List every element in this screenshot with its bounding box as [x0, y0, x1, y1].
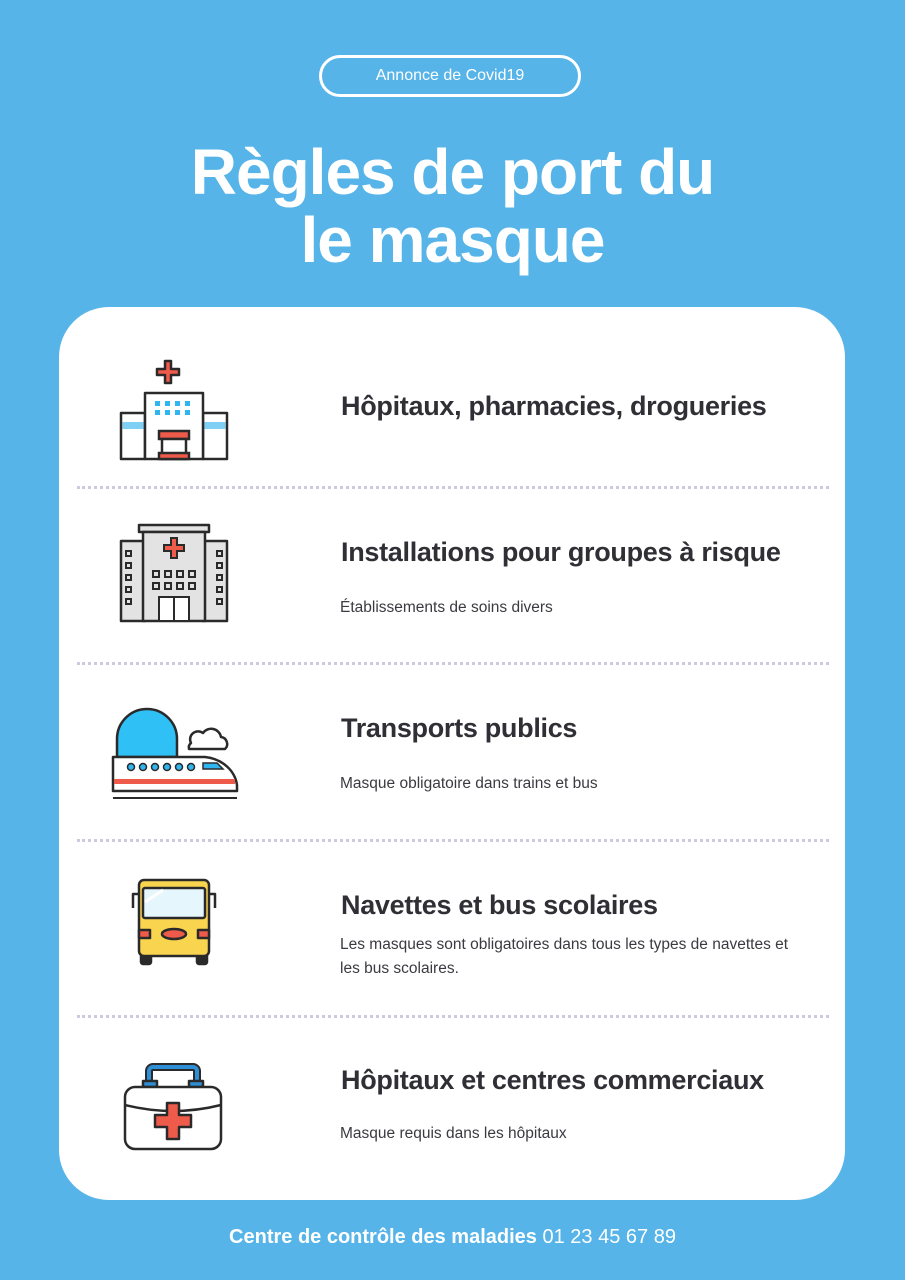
hospital-icon: [109, 355, 239, 465]
title-line-1: Règles de port du: [190, 136, 715, 208]
first-aid-kit-icon: [109, 1055, 239, 1165]
rule-description: Masque requis dans les hôpitaux: [340, 1125, 567, 1142]
dotted-divider: [77, 839, 829, 842]
announcement-badge: Annonce de Covid19: [319, 55, 581, 97]
bus-icon: [109, 872, 239, 982]
footer-phone: 01 23 45 67 89: [542, 1226, 676, 1248]
rule-description: Établissements de soins divers: [340, 599, 553, 616]
care-building-icon: [109, 519, 239, 629]
rules-card: [59, 307, 845, 1200]
rule-title: Transports publics: [341, 713, 578, 743]
rule-title: Installations pour groupes à risque: [341, 537, 781, 567]
title-line-2: le masque: [300, 204, 605, 276]
rule-title: Hôpitaux et centres commerciaux: [341, 1065, 764, 1095]
dotted-divider: [77, 486, 829, 489]
rule-description: Les masques sont obligatoires dans tous les types de navettes et les bus scolaires.: [340, 936, 789, 977]
footer-organization: Centre de contrôle des maladies: [229, 1226, 537, 1248]
rule-title: Hôpitaux, pharmacies, drogueries: [341, 391, 767, 421]
footer-contact: [0, 1226, 905, 1249]
page-title: [0, 138, 905, 274]
dotted-divider: [77, 662, 829, 665]
train-icon: [109, 699, 239, 809]
rule-description: Masque obligatoire dans trains et bus: [340, 775, 598, 792]
rule-title: Navettes et bus scolaires: [341, 890, 658, 920]
dotted-divider: [77, 1015, 829, 1018]
